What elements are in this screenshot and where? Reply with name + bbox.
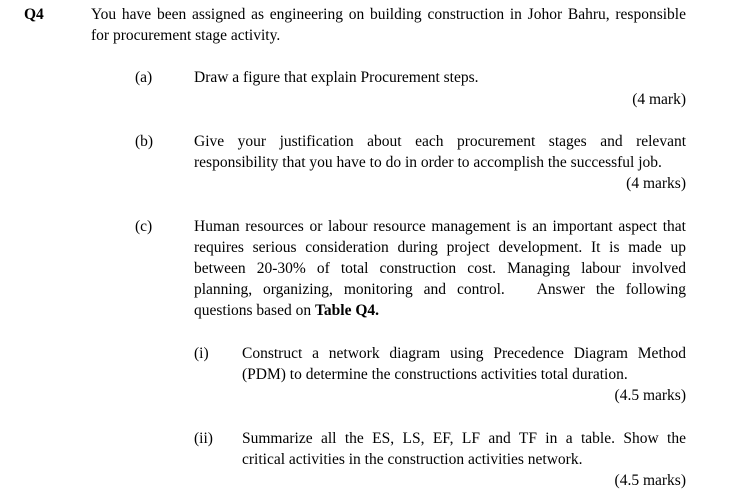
subpart-i-mark: (4.5 marks) [614,387,686,404]
part-a-text: Draw a figure that explain Procurement steps. [194,69,479,86]
subpart-i-line-2: (PDM) to determine the constructions activities total duration. [242,366,628,383]
part-c-line-3: between 20-30% of total construction cost. Managing labour involved [194,260,686,277]
part-b-mark: (4 marks) [626,175,686,192]
subpart-ii-label: (ii) [194,430,213,447]
part-b-line-1: Give your justification about each procurement stages and relevant [194,133,686,150]
part-b-label: (b) [135,133,154,150]
part-a-label: (a) [135,69,153,86]
subpart-ii-line-1: Summarize all the ES, LS, EF, LF and TF in a table. Show the [242,430,686,447]
question-intro-line-2: for procurement stage activity. [91,27,281,44]
part-b-line-2: responsibility that you have to do in order to accomplish the successful job. [194,154,662,171]
part-c-line-4: planning, organizing, monitoring and control. Answer the following [194,281,686,298]
question-intro-line-1: You have been assigned as engineering on building construction in Johor Bahru, responsible [91,6,686,23]
subpart-i-line-1: Construct a network diagram using Precedence Diagram Method [242,345,686,362]
subpart-ii-mark: (4.5 marks) [614,472,686,489]
subpart-i-label: (i) [194,345,209,362]
table-reference: Table Q4. [314,302,380,319]
part-c-line-1: Human resources or labour resource management is an important aspect that [194,218,686,235]
part-a-mark: (4 mark) [632,91,686,108]
question-number: Q4 [24,6,44,23]
part-c-line-5 [194,300,379,321]
subpart-ii-line-2: critical activities in the construction activities network. [242,451,583,468]
part-c-line-2: requires serious consideration during project development. It is made up [194,239,686,256]
part-c-label: (c) [135,218,153,235]
part-c-line-5-text: questions based on [194,302,315,319]
